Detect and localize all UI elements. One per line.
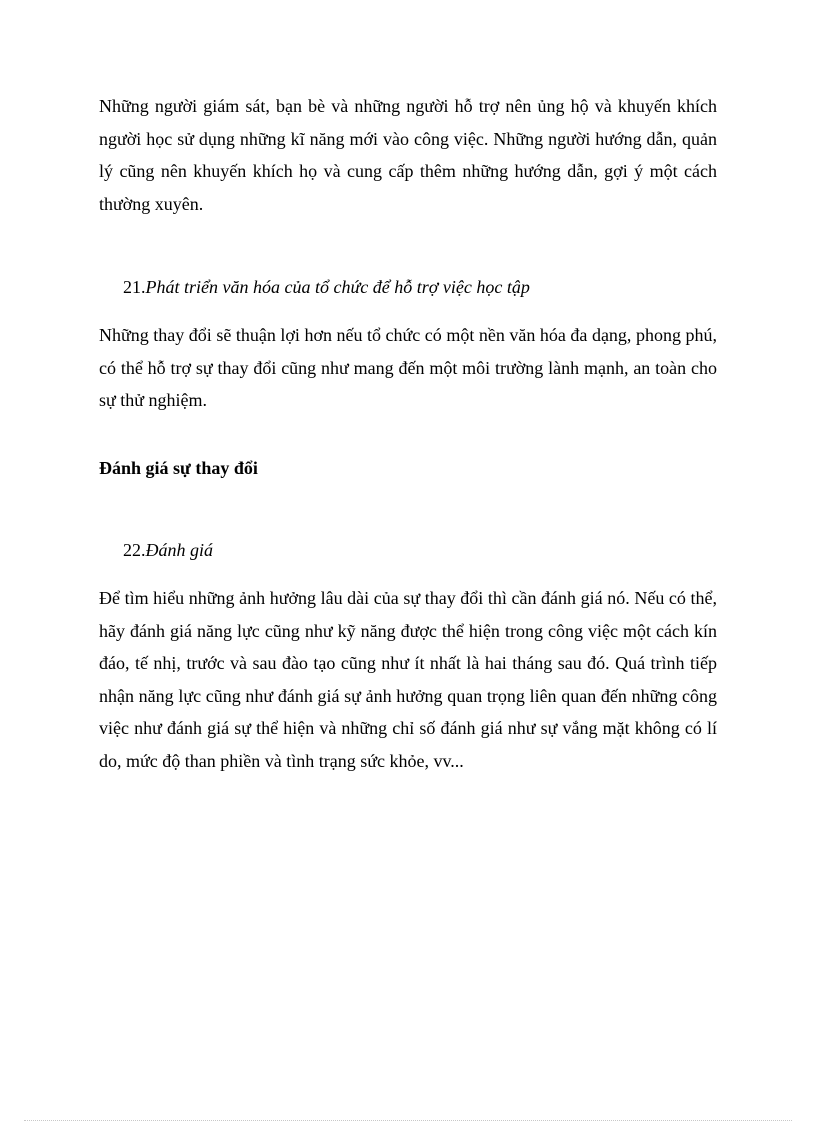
paragraph-culture: Những thay đổi sẽ thuận lợi hơn nếu tổ chức có một nền văn hóa đa dạng, phong phú, có thể hỗ trợ sự thay đổi cũng như mang đến một môi trường lành mạnh, an toàn cho sự thử nghiệm. [99,325,717,410]
page-bottom-border [24,1120,792,1121]
paragraph-evaluation: Để tìm hiểu những ảnh hưởng lâu dài của sự thay đổi thì cần đánh giá nó. Nếu có thể, hãy đánh giá năng lực cũng như kỹ năng được thể hiện trong công việc một cách kín đáo, tế nhị, trước và sau đào tạo cũng như ít nhất là hai tháng sau đó. Quá trình tiếp nhận năng lực cũng như đánh giá sự ảnh hưởng quan trọng liên quan đến những công việc như đánh giá sự thể hiện và những chỉ số đánh giá như sự vắng mặt không có lí do, mức độ than phiền và tình trạng sức khỏe, vv... [99,588,717,771]
subheading-22-number: 22. [123,540,146,560]
section-heading: Đánh giá sự thay đổi [99,458,258,478]
subheading-21 [123,275,530,299]
subheading-21-title: Phát triển văn hóa của tổ chức để hỗ trợ việc học tập [145,277,530,297]
paragraph-support: Những người giám sát, bạn bè và những người hỗ trợ nên ủng hộ và khuyến khích người học sử dụng những kĩ năng mới vào công việc. Những người hướng dẫn, quản lý cũng nên khuyến khích họ và cung cấp thêm những hướng dẫn, gợi ý một cách thường xuyên. [99,96,717,214]
subheading-22-title: Đánh giá [145,540,213,560]
subheading-22 [123,538,213,562]
subheading-21-number: 21. [123,277,146,297]
